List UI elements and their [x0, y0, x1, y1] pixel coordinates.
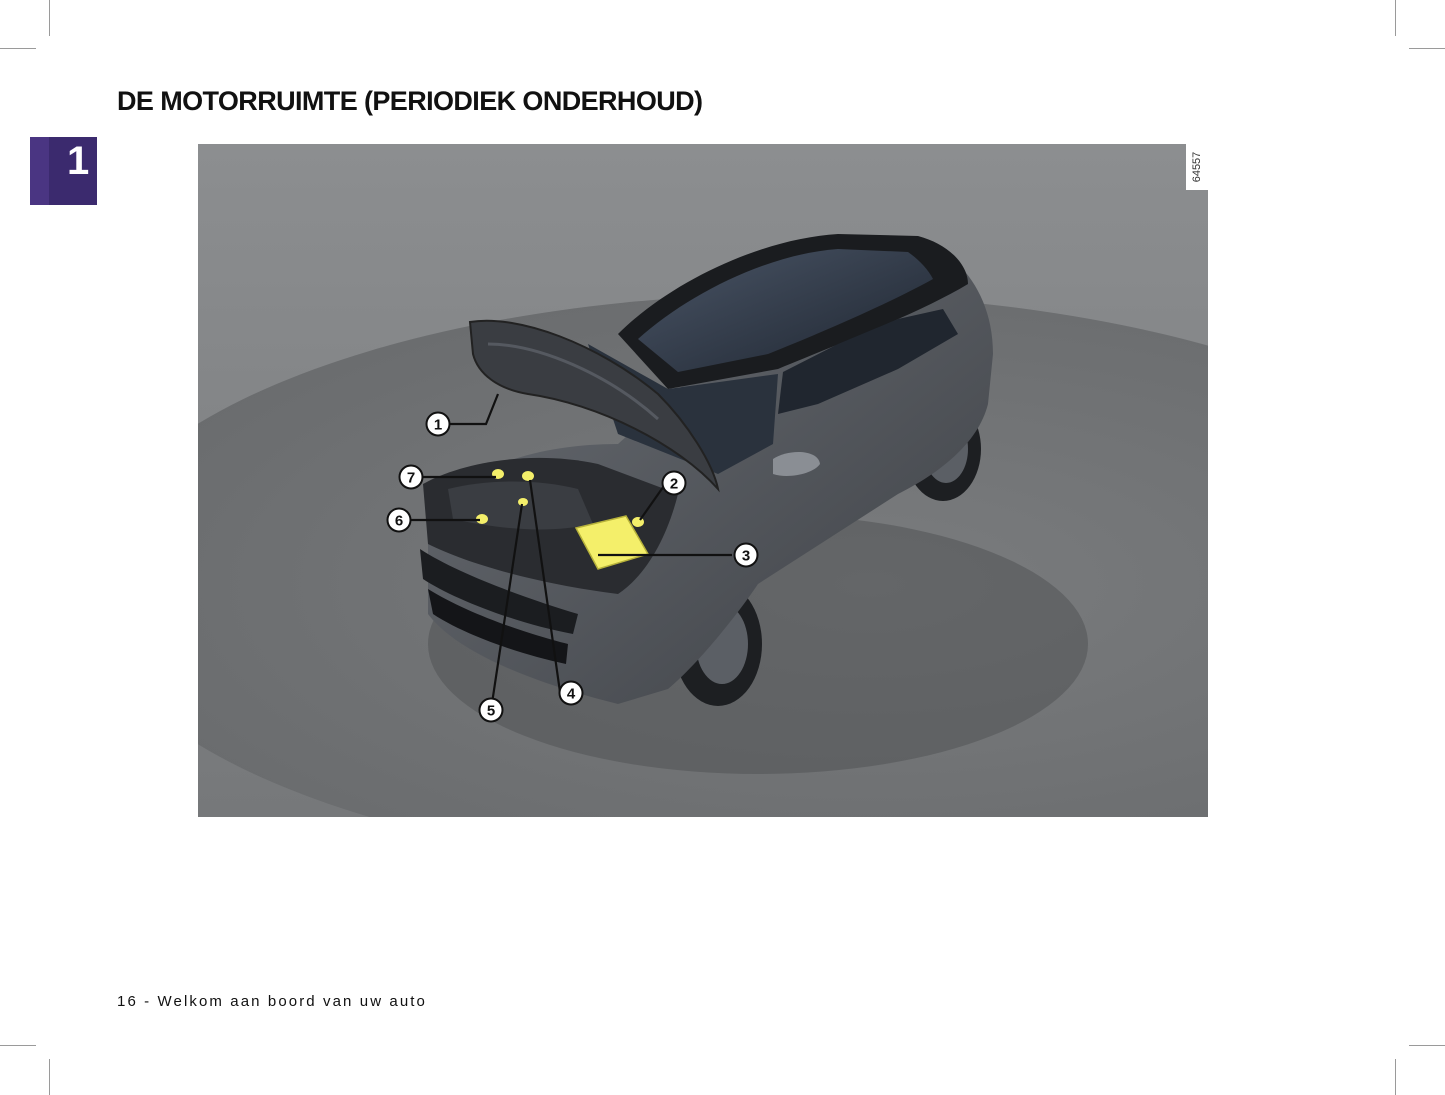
engine-bay-illustration [198, 144, 1208, 817]
crop-mark [49, 1059, 50, 1095]
callout-6: 6 [394, 512, 404, 530]
crop-mark [1409, 48, 1445, 49]
callout-badge-5 [478, 697, 504, 723]
callout-4: 4 [566, 685, 576, 703]
figure-reference-tab [1186, 144, 1208, 190]
crop-mark [1409, 1045, 1445, 1046]
crop-mark [1395, 0, 1396, 36]
page-title: DE MOTORRUIMTE (PERIODIEK ONDERHOUD) [117, 86, 703, 116]
car-illustration [198, 144, 1208, 817]
callout-badge-4 [558, 680, 584, 706]
callout-badge-3 [733, 542, 759, 568]
callout-1: 1 [433, 416, 443, 434]
chapter-number: 1 [67, 139, 90, 183]
figure-reference-code: 64557 [1191, 151, 1203, 183]
callout-badge-7 [398, 464, 424, 490]
page-footer: 16 - Welkom aan boord van uw auto [117, 993, 427, 1010]
crop-mark [0, 48, 36, 49]
callout-badge-6 [386, 507, 412, 533]
chapter-tab [30, 137, 97, 205]
crop-mark [49, 0, 50, 36]
callout-3: 3 [741, 547, 751, 565]
callout-7: 7 [406, 469, 416, 487]
callout-5: 5 [486, 702, 496, 720]
callout-2: 2 [669, 475, 679, 493]
crop-mark [1395, 1059, 1396, 1095]
callout-badge-2 [661, 470, 687, 496]
chapter-tab-stripe [30, 137, 49, 205]
callout-badge-1 [425, 411, 451, 437]
crop-mark [0, 1045, 36, 1046]
